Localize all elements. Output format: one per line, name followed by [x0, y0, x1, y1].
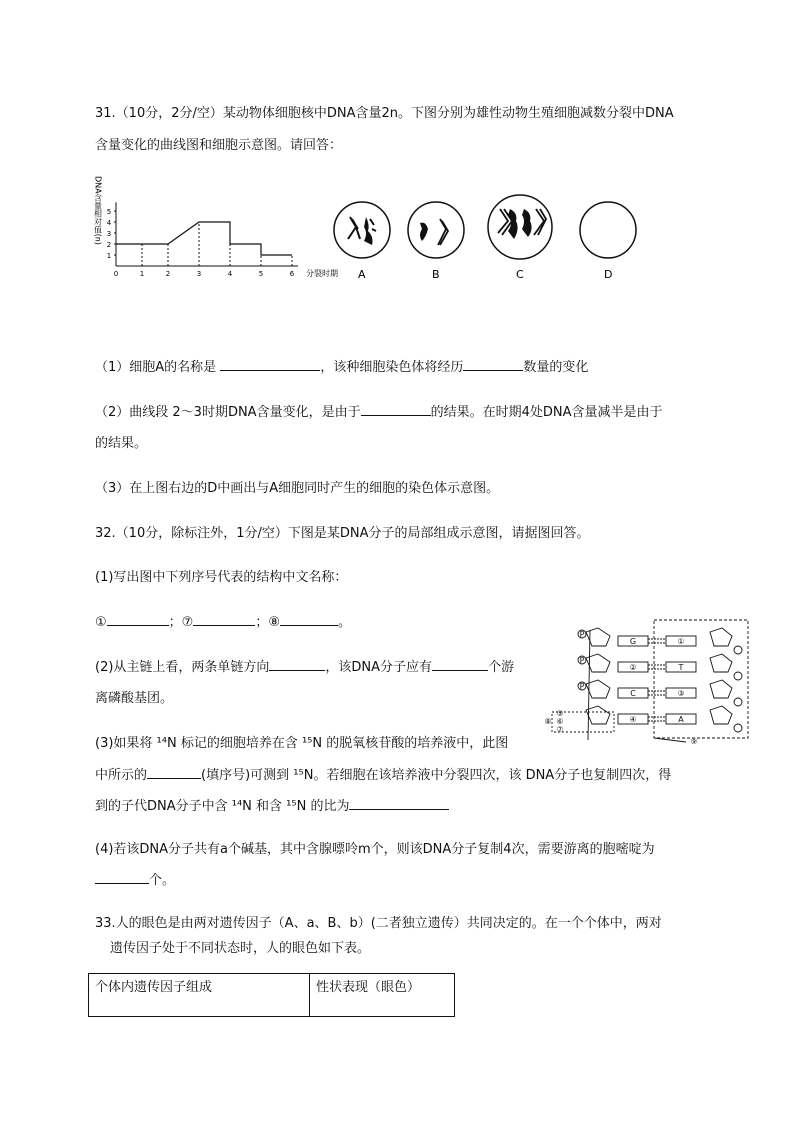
answer-blank-8[interactable]	[280, 613, 338, 626]
bottom-label-9: ⑨	[690, 737, 698, 746]
cell-diagrams	[330, 195, 650, 305]
cell-a	[334, 202, 390, 281]
q32-part2: (2)从主链上看，两条单链方向 ，该DNA分子应有 个游	[95, 660, 515, 675]
x-tick-label: 2	[165, 270, 171, 278]
phosphate-label-2: P	[579, 656, 585, 665]
side-label-5: ⑤	[556, 709, 564, 718]
q32-part3: (3)如果将 ¹⁴N 标记的细胞培养在含 ¹⁵N 的脱氧核苷酸的培养液中，此图	[95, 736, 509, 751]
q33-line2: 遗传因子处于不同状态时，人的眼色如下表。	[110, 941, 371, 956]
answer-blank-direction[interactable]	[269, 658, 325, 671]
q31-part2-cont: 的结果。	[95, 436, 148, 451]
y-tick-label: 2	[106, 241, 112, 249]
q32-part3-cont: 中所示的 (填序号)可测到 ¹⁵N。若细胞在该培养液中分裂四次，该 DNA分子也复制四次，得	[95, 768, 672, 783]
cell-b	[408, 202, 464, 281]
table-header-genotype: 个体内遗传因子组成	[89, 974, 310, 1017]
base-right-4: A	[678, 715, 684, 724]
q31-part1: （1）细胞A的名称是 ，该种细胞染色体将经历 数量的变化	[95, 360, 589, 375]
answer-blank-cytosine[interactable]	[95, 871, 149, 884]
side-label-6: ⑥	[556, 717, 564, 726]
y-tick-label: 1	[106, 252, 112, 260]
dna-content-chart	[88, 170, 338, 290]
cell-a-label: A	[358, 268, 366, 281]
right-strand-box-9	[654, 620, 748, 738]
answer-blank-chromosome-change[interactable]	[463, 358, 523, 371]
answer-blank-phosphate[interactable]	[432, 658, 488, 671]
q31-part3: （3）在上图右边的D中画出与A细胞同时产生的细胞的染色体示意图。	[95, 481, 500, 496]
cell-c-label: C	[516, 268, 524, 281]
y-tick-label: 4	[106, 219, 112, 227]
x-tick-label: 3	[196, 270, 202, 278]
base-left-2: ②	[629, 663, 637, 672]
x-tick-label: 0	[113, 270, 119, 278]
chromosome-c4	[534, 209, 546, 235]
cell-c	[488, 195, 552, 281]
chromosome-c3	[522, 209, 532, 237]
q32-part4-cont: 个。	[95, 869, 175, 888]
dna-molecule-diagram	[540, 618, 752, 758]
base-left-3: C	[630, 689, 636, 698]
cell-d-label: D	[604, 268, 613, 281]
q32-part3-cont2: 到的子代DNA分子中含 ¹⁴N 和含 ¹⁵N 的比为	[95, 795, 449, 814]
base-right-1: ①	[677, 637, 685, 646]
q32-part2-cont: 离磷酸基团。	[95, 691, 174, 706]
answer-blank-7[interactable]	[193, 613, 255, 626]
q31-part2: （2）曲线段 2～3时期DNA含量变化，是由于 的结果。在时期4处DNA含量减半是由于	[95, 405, 663, 420]
dna-row-1	[578, 628, 742, 654]
q31-line1: 31.（10分，2分/空）某动物体细胞核中DNA含量2n。下图分别为雄性动物生殖细胞减数分裂中DNA	[95, 106, 674, 121]
chromosome-b2	[438, 219, 448, 245]
dna-row-2	[578, 654, 742, 680]
q32-part1-blanks: ① ；⑦ ；⑧ 。	[95, 615, 351, 630]
answer-blank-1[interactable]	[107, 613, 169, 626]
phosphate-label-3: P	[579, 682, 585, 691]
base-left-1: G	[629, 637, 637, 646]
side-label-7: ⑦	[556, 725, 564, 734]
x-tick-label: 1	[139, 270, 145, 278]
phosphate-label-1: P	[579, 630, 585, 639]
table-header-phenotype: 性状表现（眼色）	[310, 974, 455, 1017]
x-tick-label: 4	[227, 270, 233, 278]
chromosome-a1	[348, 217, 360, 239]
eye-color-table	[88, 973, 455, 1017]
y-axis-label: DNA含量相对值(n)	[93, 176, 103, 245]
side-label-8: ⑧	[544, 717, 552, 726]
table-row	[89, 974, 455, 1017]
cell-b-label: B	[432, 268, 440, 281]
x-tick-label: 6	[289, 270, 295, 278]
base-left-4: ④	[629, 715, 637, 724]
y-tick-label: 3	[106, 230, 112, 238]
q32-part4: (4)若该DNA分子共有a个碱基，其中含腺嘌呤m个，则该DNA分子复制4次，需要游离的胞嘧啶为	[95, 842, 655, 857]
answer-blank-dna-change[interactable]	[361, 403, 431, 416]
base-right-2: T	[678, 663, 684, 672]
q32-part1: (1)写出图中下列序号代表的结构中文名称：	[95, 570, 348, 585]
dna-row-4	[586, 706, 742, 732]
q31-line2: 含量变化的曲线图和细胞示意图。请回答：	[95, 138, 343, 153]
answer-blank-cell-a-name[interactable]	[220, 358, 320, 371]
dna-row-3	[578, 680, 742, 706]
answer-blank-number[interactable]	[147, 766, 201, 779]
answer-blank-ratio[interactable]	[349, 797, 449, 810]
q32-title: 32.（10分，除标注外，1分/空）下图是某DNA分子的局部组成示意图，请据图回答。	[95, 526, 590, 541]
y-tick-label: 5	[106, 208, 112, 216]
dna-curve	[116, 222, 292, 255]
x-axis-label: 分裂时期	[306, 269, 338, 278]
x-tick-label: 5	[258, 270, 264, 278]
chromosome-b1	[420, 223, 428, 241]
base-right-3: ③	[677, 689, 685, 698]
q33-line1: 33.人的眼色是由两对遗传因子（A、a、B、b）(二者独立遗传）共同决定的。在一个个体中，两对	[95, 916, 662, 931]
cell-d[interactable]	[580, 202, 636, 281]
